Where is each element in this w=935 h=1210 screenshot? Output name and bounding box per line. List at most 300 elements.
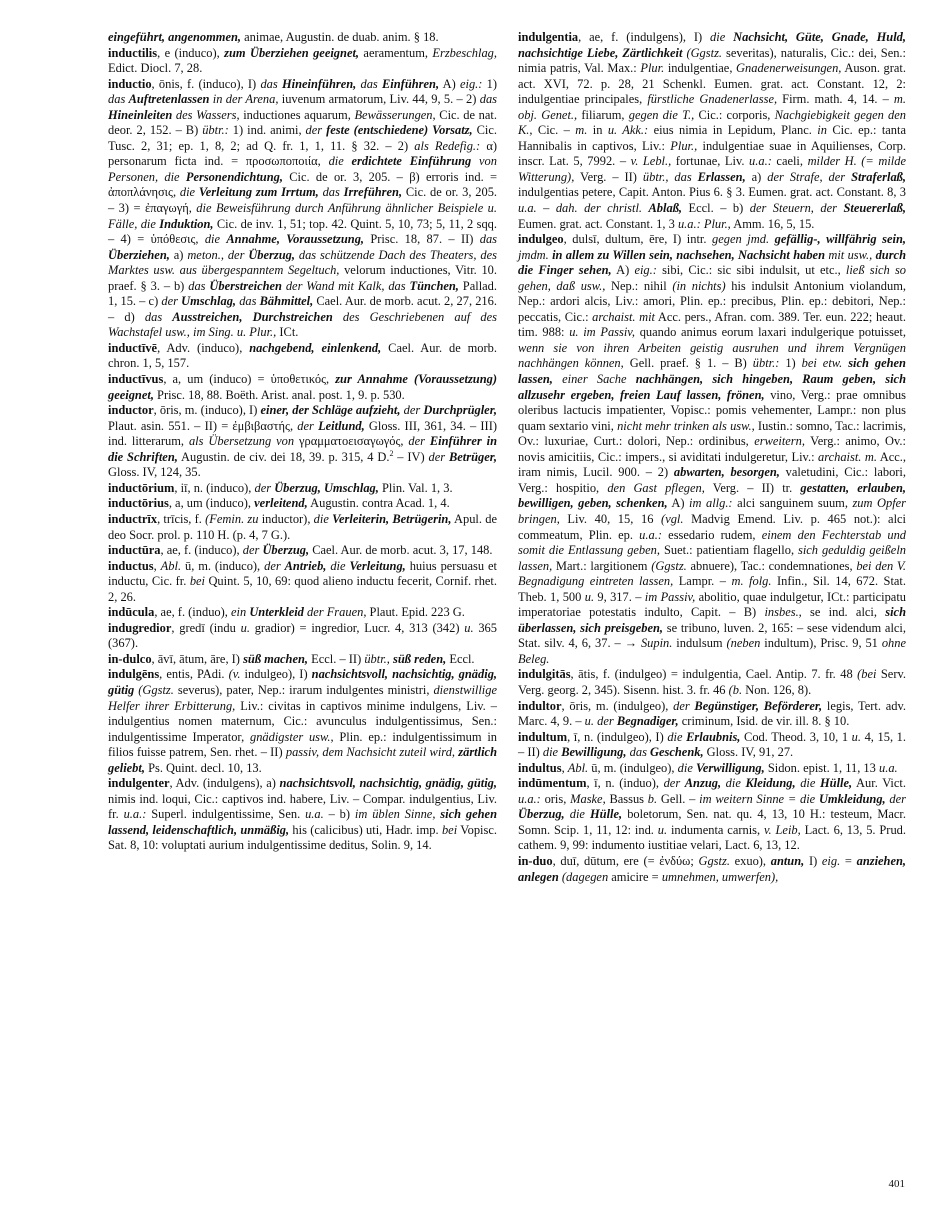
entry-text: u.a.: [123, 807, 147, 822]
entry-text: Eumen. grat. act. Constant. 1, 3 [518, 216, 678, 231]
entry-text: boletorum, Sen. nat. qu. 4, 13, 10 H.: testeum, Macr. Somn. Scip. 1, 11, 12: ind. [518, 807, 906, 837]
entry-text: die [204, 232, 227, 247]
entry-text: sich überlassen, sich preisgeben, [518, 605, 906, 635]
dictionary-entry [108, 341, 497, 372]
entry-text: mit usw., [825, 247, 876, 262]
dictionary-entry [518, 761, 906, 777]
entry-text: einer Sache [552, 372, 636, 387]
dictionary-entry [518, 667, 906, 698]
entry-text: Cic. de or. 3, 205. – β) erroris ind. = ἀποπλάνησις, [108, 169, 497, 200]
entry-text: A) [439, 76, 460, 91]
entry-headword: indultor [518, 698, 562, 713]
entry-text: indulsum [672, 636, 727, 651]
entry-text: u. [851, 729, 861, 744]
entry-headword: inductūra [108, 543, 161, 558]
entry-text: (in nichts) [672, 278, 726, 293]
entry-text: Irreführen, [343, 185, 403, 200]
entry-text: meton., der [187, 247, 249, 262]
entry-text: Plin. Val. 1, 3. [378, 480, 453, 495]
entry-text: nachsichtsvoll, nachsichtig, gnädig, gütig, [279, 776, 497, 791]
entry-text: A) [667, 496, 690, 511]
entry-text: den Gast pflegen, [607, 480, 705, 495]
entry-text: Apul. de deo Socr. prol. p. 110 H. (p. 4, 7 G.). [108, 511, 497, 542]
entry-text: (neben [726, 636, 761, 651]
entry-text: u. [657, 822, 668, 837]
entry-text: zärtlich geliebt, [108, 745, 497, 775]
entry-text: des Wassers, [172, 107, 240, 122]
entry-text: = [840, 853, 857, 868]
entry-text: , ae, f. (induco), [160, 543, 243, 558]
entry-text: se ind. alci, [801, 605, 886, 620]
entry-text: Lampr. – [673, 574, 732, 589]
entry-text: Überstreichen [209, 278, 282, 293]
entry-text: Maske, [570, 791, 606, 806]
dictionary-entry [108, 77, 497, 341]
entry-text: Hineinführen, [281, 76, 357, 91]
entry-text: , ī, n. (indulgeo), I) [567, 729, 668, 744]
entry-text: ließ sich so gehen, daß usw., [518, 263, 906, 293]
entry-text: ū, m. (indulgeo), [588, 760, 678, 775]
entry-text: severus), pater, Nep.: irarum indulgentes ministri, [173, 682, 434, 697]
entry-text: , a, um (induco), [168, 496, 255, 511]
entry-headword: indulgenter [108, 776, 170, 791]
entry-text: Abl. [160, 558, 182, 573]
entry-text: in der Arena, [209, 92, 279, 107]
entry-text: 1) ind. animi, [228, 123, 306, 138]
entry-text: Überziehen, [108, 247, 170, 262]
entry-headword: inductōrium [108, 480, 175, 495]
entry-text: das [479, 92, 498, 107]
entry-text: Vopisc. Sat. 8, 10: voluptati aurium indulgentissime deditus, Solin. 9, 14. [108, 822, 497, 853]
entry-text: Hülle, [590, 807, 623, 822]
entry-text: Augustin. de civ. dei 18, 39. p. 315, 4 D. [177, 449, 390, 464]
entry-text: u.a.: [639, 527, 662, 542]
entry-text: (bei [857, 667, 877, 682]
entry-text: , ōris, m. (indulgeo), [561, 698, 674, 713]
entry-text: der [297, 418, 319, 433]
entry-text: aeramentum, [359, 45, 433, 60]
entry-headword: inductīvē [108, 340, 158, 355]
entry-text: im allg.: [689, 496, 733, 511]
entry-text: erdichtete Einführung [351, 154, 472, 169]
entry-text: dienstwillige Helfer ihrer Erbitterung, [108, 682, 498, 713]
entry-text: einem den Fechterstab und somit die Entlassung geben, [518, 527, 907, 558]
entry-text: die [564, 807, 590, 822]
entry-text: Edict. Diocl. 7, 28. [108, 61, 203, 76]
entry-text: Iustin.: somno, Tac.: lacrimis, Ov.: luxuriae, Curt.: dolori, Nep.: ordinibus, [518, 418, 906, 449]
entry-text: oris, [540, 791, 571, 806]
entry-text: Gell. – [657, 791, 700, 806]
entry-text: einer, der Schläge aufzieht, [260, 403, 401, 418]
entry-text: , ae, f. (induo), [154, 605, 231, 620]
entry-text: Einführen, [382, 76, 440, 91]
entry-text: valetudini, Cic.: labori, Verg.: hospitio, [518, 465, 906, 495]
dictionary-entry [108, 559, 497, 606]
entry-text: Prisc. 18, 88. Boëth. Arist. anal. post. 1, 9. p. 530. [153, 387, 405, 402]
entry-text: Liv. 40, 15, 16 [559, 511, 662, 526]
entry-text: passiv, dem Nachsicht zuteil wird, [285, 745, 459, 760]
entry-headword: indultus [518, 760, 562, 775]
dictionary-entry [518, 776, 906, 854]
dictionary-entry [108, 403, 497, 481]
entry-text: se tribuno, luven. 2, 165: – sese videndum alci, Stat. silv. 4, 6, 37. – → [518, 620, 906, 651]
entry-text: , entis, PAdi. [159, 667, 229, 682]
entry-text: Suet.: patientiam flagello, [660, 543, 798, 558]
entry-text: die [677, 760, 696, 775]
entry-text: Begünstiger, Beförderer, [694, 698, 823, 713]
entry-text: , ātis, f. (indulgeo) = indulgentia, Cael. Antip. 7. fr. 48 [570, 667, 858, 682]
entry-text: süß reden, [389, 651, 447, 666]
entry-text: Serv. Verg. georg. 2, 345). Sisenn. hist. 3. fr. 46 [518, 667, 906, 697]
entry-text: Gloss. III, 361, 34. – III) ind. litterarum, [108, 418, 497, 449]
entry-text: abwarten, besorgen, [673, 465, 780, 480]
entry-text: Erzbeschlag, [432, 45, 498, 60]
dictionary-entry [108, 652, 497, 668]
entry-text: die [795, 776, 820, 791]
entry-text: u.a.: Plur., [677, 216, 731, 231]
entry-text: alci sanguinem suum, [732, 496, 853, 511]
entry-text: velorum inductiones, Vitr. 10. praef. § 3. – b) [108, 263, 497, 293]
entry-text: der Frauen, [303, 605, 367, 620]
entry-text: eingeführt, angenommen, [108, 30, 242, 44]
entry-text: Cael. Aur. de morb. acut. 3, 17, 148. [309, 543, 493, 558]
entry-text: Sidon. epist. 1, 11, 13 [764, 760, 879, 775]
entry-text: der [264, 558, 285, 573]
entry-text: anziehen, anlegen [518, 853, 907, 884]
entry-headword: indugredior [108, 620, 172, 635]
entry-text: Annahme, Voraussetzung, [226, 232, 365, 247]
dictionary-entry [518, 730, 906, 761]
dictionary-entry [108, 46, 497, 77]
dictionary-entry [108, 481, 497, 497]
entry-text: quando animus eorum laxari indulgerique potuisset, [635, 325, 906, 340]
entry-text: der [428, 449, 449, 464]
entry-text: gegen jmd. [712, 232, 775, 247]
entry-text: Cic.: corporis, [694, 107, 775, 122]
dictionary-entry [108, 605, 497, 621]
entry-text: v. Lebl., [630, 154, 672, 169]
entry-text: huius persuasu et inductu, Cic. fr. [108, 558, 497, 589]
entry-text: zum Überziehen geeignet, [224, 45, 360, 60]
entry-text: (Ggstz. [138, 682, 174, 697]
entry-text: , e (induco), [157, 45, 225, 60]
entry-text: , trīcis, f. [157, 511, 206, 526]
entry-text: das [626, 745, 651, 760]
entry-text: , duī, dūtum, ere (= ἐνδύω; [552, 853, 699, 868]
entry-text: Überzug, [518, 807, 565, 822]
entry-text: Überzug, [248, 247, 295, 262]
entry-text: Mart.: largitionem [552, 558, 652, 573]
entry-text: indulgentiae suae in Aquilienses, Corp. inscr. Lat. 5, 7992. – [518, 138, 906, 169]
entry-text: Plaut. asin. 551. – II) = ἐμβιβαστής, [108, 418, 298, 433]
entry-text: Steuererlaß, [843, 201, 906, 216]
entry-text: als Redefig.: [414, 138, 481, 153]
entry-text: severitas), naturalis, Cic.: dei, Sen.: nimia patris, Val. Max.: [518, 45, 906, 76]
entry-text: die [313, 511, 333, 526]
entry-text: die [667, 729, 687, 744]
entry-text: das [188, 278, 210, 293]
left-column [108, 30, 497, 854]
page-number: 401 [888, 1178, 905, 1190]
entry-text: Supin. [640, 636, 673, 651]
entry-text: der [254, 480, 275, 495]
entry-text: , āvī, ātum, āre, I) [151, 651, 244, 666]
entry-text: bei [441, 822, 458, 837]
entry-text: Überzug, [262, 543, 310, 558]
entry-text: , Adv. (induco), [157, 340, 250, 355]
entry-text: erweitern, [754, 434, 805, 449]
entry-text: Cic. de nat. deor. 2, 152. – B) [108, 107, 497, 138]
entry-text: im weitern Sinne = die [699, 791, 819, 806]
entry-text: essedario rudem, [661, 527, 762, 542]
entry-text: Infin., Sil. 14, 672. Stat. Theb. 1, 500 [518, 574, 906, 604]
entry-text: Amm. 16, 5, 15. [730, 216, 815, 231]
entry-text: , [561, 760, 568, 775]
entry-text: Erlaubnis, [686, 729, 741, 744]
entry-text: Hineinleiten [108, 107, 173, 122]
dictionary-entry [518, 699, 906, 730]
entry-text: in [587, 123, 608, 138]
entry-text: das [479, 232, 497, 247]
entry-headword: in-dulco [108, 651, 152, 666]
entry-text: der Steuern, der [749, 201, 844, 216]
entry-text: Augustin. contra Acad. 1, 4. [307, 496, 450, 511]
entry-text: der [885, 791, 906, 806]
entry-text: Verwilligung, [695, 760, 765, 775]
entry-text: das [236, 294, 260, 309]
entry-text: Unterkleid [249, 605, 304, 620]
entry-text: (Femin. zu [205, 511, 259, 526]
dictionary-entry [518, 30, 906, 232]
entry-text: 1) [779, 356, 802, 371]
entry-text: Auftretenlassen [128, 92, 210, 107]
entry-text: , gredī (indu [171, 620, 241, 635]
entry-text: his (calicibus) uti, Hadr. imp. [289, 822, 442, 837]
entry-text: süß machen, [243, 651, 309, 666]
entry-text: die [179, 185, 199, 200]
entry-text: zur Annahme (Voraussetzung) geeignet, [108, 372, 497, 402]
entry-text: m. obj. Genet., [518, 92, 907, 122]
entry-text: Acc., iram nimis, Lucil. 900. – 2) [518, 449, 907, 480]
entry-text: caeli, [771, 154, 808, 169]
entry-headword: indūcula [108, 605, 155, 620]
entry-text: ohne Beleg. [518, 636, 906, 666]
entry-text: Pallad. 1, 15. – c) [108, 278, 498, 309]
entry-text: A) [611, 263, 635, 278]
entry-text: bei etw. [801, 356, 849, 371]
entry-text: gnädigster usw., [249, 729, 334, 744]
entry-text: Verleiterin, Betrügerin, [332, 511, 452, 526]
entry-text: Kleidung, [745, 776, 796, 791]
entry-text: bei den V. Begnadigung eintreten lassen, [518, 558, 906, 589]
entry-text: Plin. ep.: indulgentissimum in filios fuisse patrem, Sen. rhet. – II) [108, 729, 497, 760]
entry-text: Ps. Quint. decl. 10, 13. [144, 760, 262, 775]
entry-text: durch die Finger sehen, [518, 247, 906, 278]
entry-text: ein [231, 605, 250, 620]
entry-text: u.a. [878, 760, 898, 775]
entry-text: der [242, 543, 263, 558]
entry-text: Acc. pers., Afran. com. 389. Ter. eun. 222; heaut. tim. 988: [518, 309, 906, 340]
entry-text: der [161, 294, 182, 309]
entry-text: Firm. math. 4, 14. – [777, 92, 894, 107]
entry-text: , a, um (induco) = ὑποθετικός, [163, 372, 336, 387]
entry-text: eig.: [634, 263, 657, 278]
entry-text: der Strafe, der [767, 169, 852, 184]
entry-text: Cic. ep.: tanta Hannibalis in captivos, Liv.: [518, 123, 906, 153]
entry-text: inductiones aquarum, [239, 107, 355, 122]
entry-text: übtr.: [202, 123, 229, 138]
entry-text: Liv.: civitas in captivos minime indulgens, Liv. – indulgentius nomen maternum, Cic.: avunculus indulgentissimus, Sen.: indulgentissime Imperator, [108, 698, 497, 744]
entry-text: eig.: [459, 76, 483, 91]
entry-text: sich gehen lassend, leidenschaftlich, unmäßig, [108, 807, 497, 837]
entry-text: Nachgiebigkeit gegen den K., [518, 107, 906, 138]
entry-text: , Adv. (indulgens), a) [169, 776, 280, 791]
entry-text: u. im Passiv, [569, 325, 636, 340]
entry-text: u. Akk.: [607, 123, 649, 138]
entry-text: , ae, f. (indulgens), I) [578, 30, 711, 44]
entry-text: criminum, Isid. de vir. ill. 8. § 10. [678, 714, 850, 729]
entry-text: der [305, 123, 327, 138]
entry-text: Non. 126, 8). [742, 682, 812, 697]
entry-text: Tünchen, [409, 278, 459, 293]
entry-text: indulgentiae, [664, 61, 737, 76]
entry-text: Madvig Emend. Liv. p. 465 not.): alci commeatum, Plin. ep. [518, 511, 907, 542]
entry-text: ū, m. (induco), [181, 558, 265, 573]
entry-text: iuvenum armatorum, Liv. 44, 9, 5. – 2) [278, 92, 480, 107]
entry-text: Superl. indulgentissime, Sen. [146, 807, 306, 822]
entry-text: gradior) = ingredior, Lucr. 4, 313 (342) [249, 620, 465, 635]
entry-text: , dulsī, dultum, ēre, I) intr. [563, 232, 713, 247]
entry-text: das [108, 92, 129, 107]
entry-text: übtr., das [642, 169, 698, 184]
entry-text: gegen die T., [628, 107, 695, 122]
entry-text: ICt. [276, 325, 299, 340]
entry-headword: inductus [108, 558, 154, 573]
entry-text: indultum), Prisc. 9, 51 [760, 636, 882, 651]
entry-text: Cod. Theod. 3, 10, 1 [740, 729, 852, 744]
entry-text: Ausstreichen, Durchstreichen [172, 309, 333, 324]
entry-text: jmdm. [518, 247, 553, 262]
entry-text: Bewilligung, [561, 745, 627, 760]
entry-text: u.a. – dah. der christl. [518, 201, 649, 216]
entry-text: die [542, 745, 562, 760]
entry-text: die Beweisführung durch Anführung ähnlicher Beispiele u. Fälle, die [108, 201, 498, 231]
entry-text: m. [575, 123, 588, 138]
entry-text: übtr., [364, 651, 390, 666]
entry-text: , iī, n. (induco), [174, 480, 255, 495]
entry-text: des Geschriebenen auf des Wachstafel usw., im Sing. u. Plur., [108, 309, 497, 340]
entry-headword: indulgitās [518, 667, 571, 682]
entry-text: – b) [323, 807, 355, 822]
entry-text: Straferlaß, [851, 169, 906, 184]
entry-text: , ōnis, f. (induco), I) [151, 76, 261, 91]
entry-headword: inductilis [108, 45, 158, 60]
entry-text: indulgentias petere, Capit. Anton. Pius 6. § 3. Eumen. grat. act. Constant. 8, 3 [518, 185, 906, 200]
entry-text: im Passiv, [644, 589, 696, 604]
entry-text: in [817, 123, 827, 138]
entry-text: insbes., [764, 605, 802, 620]
entry-text: die [328, 154, 352, 169]
entry-text: (Ggstz. [651, 558, 687, 573]
entry-text: Anzug, [684, 776, 722, 791]
entry-text: Antrieb, [284, 558, 327, 573]
entry-text: nachgebend, einlenkend, [249, 340, 382, 355]
entry-text: 1) [482, 76, 498, 91]
entry-headword: indulgeo [518, 232, 564, 247]
entry-text: Cic. – [532, 123, 576, 138]
entry-text: die [710, 30, 734, 44]
entry-text: gefällig-, willfährig sein, [774, 232, 907, 247]
entry-text: Cic. de or. 3, 205. – 3) = ἐπαγωγή, [108, 185, 498, 216]
entry-text: der Wand mit Kalk, das [281, 278, 410, 293]
entry-text: filiarum, [577, 107, 629, 122]
entry-text: im üblen Sinne, [354, 807, 441, 822]
entry-text: b. [647, 791, 658, 806]
entry-text: , ōris, m. (induco), I) [153, 403, 261, 418]
dictionary-entry [108, 543, 497, 559]
dictionary-entry [518, 232, 906, 667]
entry-text: der [400, 403, 424, 418]
entry-text: archaist. m. [818, 449, 877, 464]
entry-text: vino, Verg.: prae omnibus oleribus lactucis impatienter, Vopisc.: pomis vehementer, Lampr.: non plus quam sextario vini, [518, 387, 906, 433]
entry-text: milder H. (= milde Witterung), [518, 154, 906, 184]
entry-text: (vgl. [661, 511, 684, 526]
entry-text: Aur. Vict. [852, 776, 906, 791]
entry-text: gestatten, erlauben, bewilligen, geben, schenken, [518, 480, 906, 511]
entry-text: (dagegen [561, 869, 609, 884]
entry-text: nachhängen, sich hingeben, Raum geben, sich allzusehr ergeben, freien Lauf lassen, frönen, [518, 372, 906, 402]
entry-text: Lact. 6, 13, 5. Prud. cathem. 9, 99: indumento iustitiae velari, Lact. 6, 13, 12. [518, 822, 906, 853]
dictionary-entry [108, 512, 497, 543]
entry-text: his indulsit Antonium violandum, Nep.: ardori alcis, Liv.: amori, Plin. ep.: precibus, Plin. ep.: debitori, Nep.: peccatis, Cic.: [518, 278, 906, 324]
entry-headword: indulgentia [518, 30, 579, 44]
entry-text: , [153, 558, 161, 573]
entry-text: Bewässerungen, [354, 107, 436, 122]
entry-headword: inductor [108, 403, 154, 418]
dictionary-entry [108, 30, 497, 46]
entry-text: v. Leib, [763, 822, 801, 837]
entry-text: Plur., [670, 138, 698, 153]
entry-text: , ī, n. (induo), [586, 776, 664, 791]
entry-text: als Übersetzung von [188, 434, 295, 449]
entry-text: u. [464, 620, 474, 635]
entry-text: u. [240, 620, 250, 635]
entry-text: fortunae, Liv. [671, 154, 750, 169]
entry-text: das [356, 76, 383, 91]
entry-text: a) [169, 247, 188, 262]
entry-headword: indultum [518, 729, 568, 744]
entry-text: Einführer in die Schriften, [108, 434, 498, 464]
entry-text: γραμματοεισαγωγός, [294, 434, 409, 449]
entry-text: Überzug, Umschlag, [274, 480, 379, 495]
entry-headword: inductio [108, 76, 152, 91]
entry-text: u. [584, 589, 595, 604]
entry-text: nicht mehr trinken als usw., [617, 418, 755, 433]
entry-text: α) personarum ficta ind. = προσωποποιία, [108, 138, 497, 169]
entry-text: indulgeo), I) [240, 667, 312, 682]
entry-text: indumenta carnis, [667, 822, 764, 837]
entry-text: Cic. de inv. 1, 51; top. 42. Quint. 5, 10, 73; 5, 11, 2 sqq. – 4) = ὑπόθεσις, [108, 216, 497, 247]
entry-text: a) [745, 169, 768, 184]
entry-text: (v. [228, 667, 241, 682]
entry-text: abolitio, quae indulgetur, ICt.: participatu imperatoriae potestatis indulto, Capit. – B) [518, 589, 906, 620]
entry-text: eius nimia in Lepidum, Planc. [648, 123, 818, 138]
entry-text: das schützende Dach des Theaters, des Marktes usw. aus übergespanntem Segeltuch, [108, 247, 497, 278]
entry-text: (b. [728, 682, 743, 697]
entry-text: Gloss. IV, 91, 27. [703, 745, 794, 760]
dictionary-entry [108, 621, 497, 652]
entry-text: 9, 317. – [594, 589, 645, 604]
